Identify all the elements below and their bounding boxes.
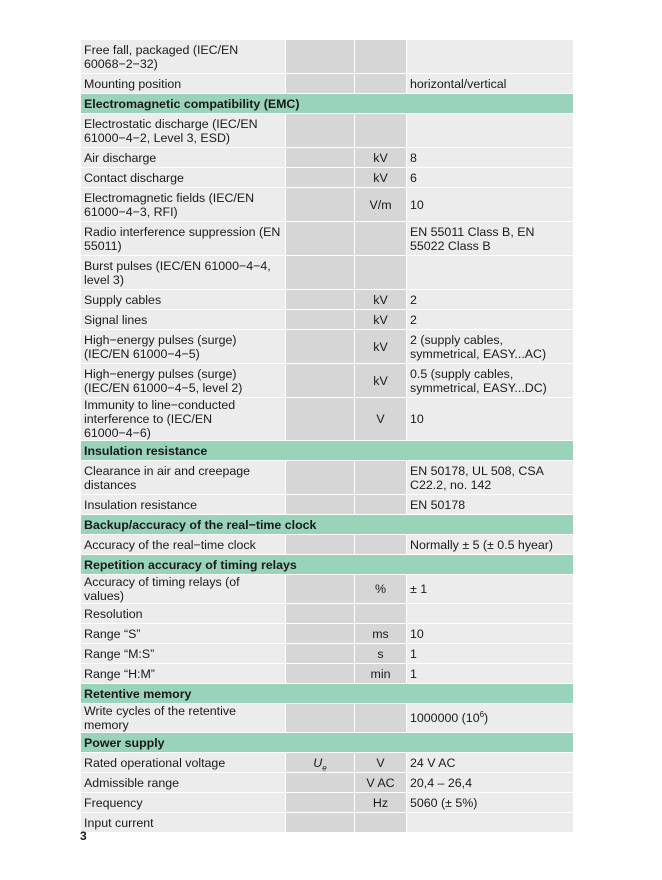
unit (355, 813, 406, 832)
parameter-label: Signal lines (81, 310, 285, 329)
parameter-label: High−energy pulses (surge) (IEC/EN 61000−4−5, level 2) (81, 364, 285, 397)
symbol-cell (286, 290, 354, 309)
value-cell (407, 114, 573, 147)
table-row (81, 575, 573, 603)
table-row (81, 256, 573, 289)
value-cell (407, 813, 573, 832)
value-cell (407, 624, 573, 643)
symbol-cell (286, 753, 354, 772)
parameter-label: Clearance in air and creepage distances (81, 461, 285, 494)
table-row (81, 74, 573, 93)
parameter-label: Contact discharge (81, 168, 285, 187)
value: 10 (410, 626, 424, 641)
table-row (81, 753, 573, 772)
symbol-cell (286, 575, 354, 603)
symbol-cell (286, 644, 354, 663)
value-cell (407, 535, 573, 554)
section-header-row (81, 94, 573, 113)
value: horizontal/vertical (410, 76, 507, 91)
unit: kV (355, 364, 406, 397)
value-cell (407, 664, 573, 683)
symbol-cell (286, 773, 354, 792)
symbol-cell (286, 398, 354, 440)
symbol: U (313, 755, 323, 770)
value: EN 55011 Class B, EN 55022 Class B (410, 224, 535, 253)
value-cell (407, 398, 573, 440)
parameter-label: Mounting position (81, 74, 285, 93)
section-header: Retentive memory (81, 684, 573, 703)
table-row (81, 813, 573, 832)
value-suffix: ) (484, 711, 489, 725)
section-header: Repetition accuracy of timing relays (81, 555, 573, 574)
value-cell (407, 364, 573, 397)
parameter-label: Write cycles of the retentive memory (81, 704, 285, 732)
parameter-label: Supply cables (81, 290, 285, 309)
table-row (81, 644, 573, 663)
value: 5060 (± 5%) (410, 795, 478, 810)
section-header-row (81, 555, 573, 574)
value: EN 50178, UL 508, CSA C22.2, no. 142 (410, 463, 544, 492)
unit: s (355, 644, 406, 663)
value-cell (407, 704, 573, 732)
unit (355, 114, 406, 147)
unit: ms (355, 624, 406, 643)
unit (355, 222, 406, 255)
value: 0.5 (supply cables, symmetrical, EASY...DC) (410, 366, 547, 395)
unit (355, 704, 406, 732)
value-cell (407, 310, 573, 329)
table-row (81, 364, 573, 397)
parameter-label: Range “S” (81, 624, 285, 643)
parameter-label: Electrostatic discharge (IEC/EN 61000−4−2, Level 3, ESD) (81, 114, 285, 147)
value: Normally ± 5 (± 0.5 hyear) (410, 537, 554, 552)
symbol-cell (286, 664, 354, 683)
value: 10 (410, 197, 424, 212)
parameter-label: Rated operational voltage (81, 753, 285, 772)
value-cell (407, 148, 573, 167)
table-row (81, 290, 573, 309)
symbol-cell (286, 256, 354, 289)
unit: kV (355, 148, 406, 167)
parameter-label: Resolution (81, 604, 285, 623)
value: 10 (410, 412, 424, 426)
section-header-row (81, 515, 573, 534)
section-header-row (81, 441, 573, 460)
table-row (81, 495, 573, 514)
table-row (81, 773, 573, 792)
section-header: Insulation resistance (81, 441, 573, 460)
table-row (81, 793, 573, 812)
parameter-label: Range “M:S” (81, 644, 285, 663)
symbol-cell (286, 114, 354, 147)
table-row (81, 148, 573, 167)
value: 2 (410, 292, 417, 307)
technical-data-table (80, 39, 574, 833)
parameter-label: High−energy pulses (surge) (IEC/EN 61000−4−5) (81, 330, 285, 363)
section-header: Backup/accuracy of the real−time clock (81, 515, 573, 534)
parameter-label: Accuracy of the real−time clock (81, 535, 285, 554)
table-row (81, 398, 573, 440)
unit (355, 40, 406, 73)
symbol-cell (286, 148, 354, 167)
value: 1 (410, 646, 417, 661)
parameter-label: Air discharge (81, 148, 285, 167)
section-header-row (81, 684, 573, 703)
parameter-label: Input current (81, 813, 285, 832)
table-row (81, 40, 573, 73)
unit: kV (355, 168, 406, 187)
table-row (81, 461, 573, 494)
value-cell (407, 330, 573, 363)
value-cell (407, 753, 573, 772)
value-cell (407, 461, 573, 494)
table-row (81, 664, 573, 683)
symbol-cell (286, 604, 354, 623)
symbol-cell (286, 364, 354, 397)
unit (355, 535, 406, 554)
section-header: Electromagnetic compatibility (EMC) (81, 94, 573, 113)
section-header: Power supply (81, 733, 573, 752)
value-cell (407, 222, 573, 255)
symbol-cell (286, 188, 354, 221)
unit (355, 461, 406, 494)
unit (355, 256, 406, 289)
value: 2 (supply cables, symmetrical, EASY...AC) (410, 332, 547, 361)
symbol-cell (286, 330, 354, 363)
symbol-cell (286, 495, 354, 514)
page-number: 3 (80, 829, 87, 843)
unit: kV (355, 310, 406, 329)
value-cell (407, 793, 573, 812)
parameter-label: Free fall, packaged (IEC/EN 60068−2−32) (81, 40, 285, 73)
table-row (81, 114, 573, 147)
table-row (81, 168, 573, 187)
value-cell (407, 575, 573, 603)
unit: V AC (355, 773, 406, 792)
symbol-cell (286, 74, 354, 93)
value: 1 (410, 666, 417, 681)
value: ± 1 (410, 582, 428, 596)
symbol-cell (286, 168, 354, 187)
unit (355, 604, 406, 623)
parameter-label: Accuracy of timing relays (of values) (81, 575, 285, 603)
unit (355, 495, 406, 514)
parameter-label: Electromagnetic fields (IEC/EN 61000−4−3, RFI) (81, 188, 285, 221)
value-cell (407, 40, 573, 73)
symbol-cell (286, 310, 354, 329)
value: 8 (410, 150, 417, 165)
table-row (81, 604, 573, 623)
value-cell (407, 644, 573, 663)
unit: Hz (355, 793, 406, 812)
value-cell (407, 773, 573, 792)
table-row (81, 222, 573, 255)
value: 24 V AC (410, 755, 456, 770)
symbol-subscript: e (322, 762, 327, 772)
symbol-cell (286, 535, 354, 554)
parameter-label: Immunity to line−conducted interference to (IEC/EN 61000−4−6) (81, 398, 285, 440)
symbol-cell (286, 704, 354, 732)
value-cell (407, 74, 573, 93)
section-header-row (81, 733, 573, 752)
symbol-cell (286, 813, 354, 832)
value-cell (407, 256, 573, 289)
unit: min (355, 664, 406, 683)
parameter-label: Admissible range (81, 773, 285, 792)
unit: % (355, 575, 406, 603)
value-superscript: 6 (479, 709, 485, 719)
symbol-cell (286, 793, 354, 812)
value-cell (407, 604, 573, 623)
value-cell (407, 168, 573, 187)
parameter-label: Radio interference suppression (EN 55011) (81, 222, 285, 255)
table-row (81, 624, 573, 643)
symbol-cell (286, 461, 354, 494)
parameter-label: Insulation resistance (81, 495, 285, 514)
value-cell (407, 290, 573, 309)
value: 6 (410, 170, 417, 185)
value-cell (407, 188, 573, 221)
parameter-label: Burst pulses (IEC/EN 61000−4−4, level 3) (81, 256, 285, 289)
unit: V/m (355, 188, 406, 221)
table-row (81, 535, 573, 554)
symbol-cell (286, 40, 354, 73)
table-row (81, 188, 573, 221)
unit (355, 74, 406, 93)
parameter-label: Range “H:M” (81, 664, 285, 683)
value: 20,4 – 26,4 (410, 775, 473, 790)
table-row (81, 330, 573, 363)
table-row (81, 704, 573, 732)
unit: V (355, 753, 406, 772)
parameter-label: Frequency (81, 793, 285, 812)
unit: kV (355, 290, 406, 309)
value-cell (407, 495, 573, 514)
symbol-cell (286, 222, 354, 255)
unit: kV (355, 330, 406, 363)
value: 2 (410, 312, 417, 327)
value: 1000000 (10 (410, 711, 480, 725)
value: EN 50178 (410, 497, 466, 512)
table-row (81, 310, 573, 329)
symbol-cell (286, 624, 354, 643)
unit: V (355, 398, 406, 440)
